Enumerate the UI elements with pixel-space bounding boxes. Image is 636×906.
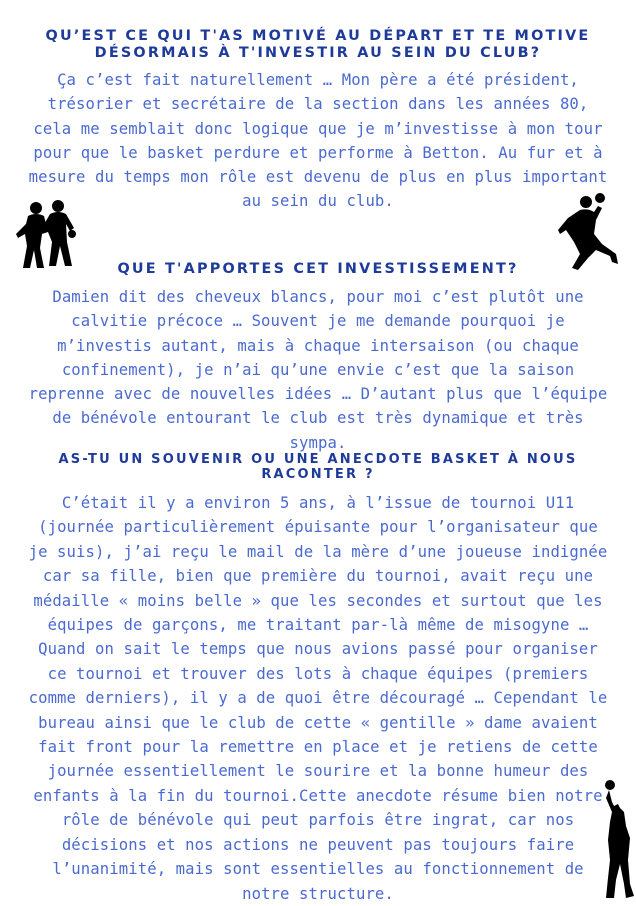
section-3-heading: AS-TU UN SOUVENIR OU UNE ANECDOTE BASKET À NOUS RACONTER ? xyxy=(58,452,578,482)
dribbling-player-silhouette-icon xyxy=(596,778,636,900)
section-2-heading: QUE T'APPORTES CET INVESTISSEMENT? xyxy=(117,261,519,277)
section-1-text: Ça c’est fait naturellement … Mon père a été président, trésorier et secrétaire de la section dans les années 80, cela me semblait donc logique que je m’investisse à mon tour pour que le basket perdure et performe à Betton. Au fur et à mesure du temps mon rôle est devenu de plus en plus important au sein du club. xyxy=(28,71,608,211)
section-2-text: Damien dit des cheveux blancs, pour moi c’est plutôt une calvitie précoce … Souvent je me demande pourquoi je m’investis autant, mais à chaque intersaison (ou chaque confinement), je n’ai qu’une envie c’est que la saison reprenne avec de nouvelles idées … D’autant plus que l’équipe de bénévole entourant le club est très dynamique et très sympa. xyxy=(28,288,608,452)
section-3-text: C’était il y a environ 5 ans, à l’issue de tournoi U11 (journée particulièrement épuisante pour l’organisateur que je suis), j’ai reçu le mail de la mère d’une joueuse indignée car sa fille, bien que première du tournoi, avait reçu une médaille « moins belle » que les secondes et surtout que les équipes de garçons, me traitant par-là même de misogyne … Quand on sait le temps que nous avions passé pour organiser ce tournoi et trouver des lots à chaque équipes (premiers comme derniers), il y a de quoi être découragé … Cependant le bureau ainsi que le club de cette « gentille » dame avaient fait front pour la remettre en place et je retiens de cette journée essentiellement le sourire et la bonne humeur des enfants à la fin du tournoi.Cette anecdote résume bien notre rôle de bénévole qui peut parfois être ingrat, car nos décisions et nos actions ne peuvent pas toujours faire l’unanimité, mais sont essentielles au fonctionnement de notre structure. xyxy=(28,494,608,903)
section-1-heading: QU’EST CE QUI T'AS MOTIVÉ AU DÉPART ET TE MOTIVE DÉSORMAIS À T'INVESTIR AU SEIN DU CLUB? xyxy=(45,28,591,61)
jumping-player-silhouette-icon xyxy=(556,192,622,276)
basketball-players-silhouette-icon xyxy=(12,198,80,270)
